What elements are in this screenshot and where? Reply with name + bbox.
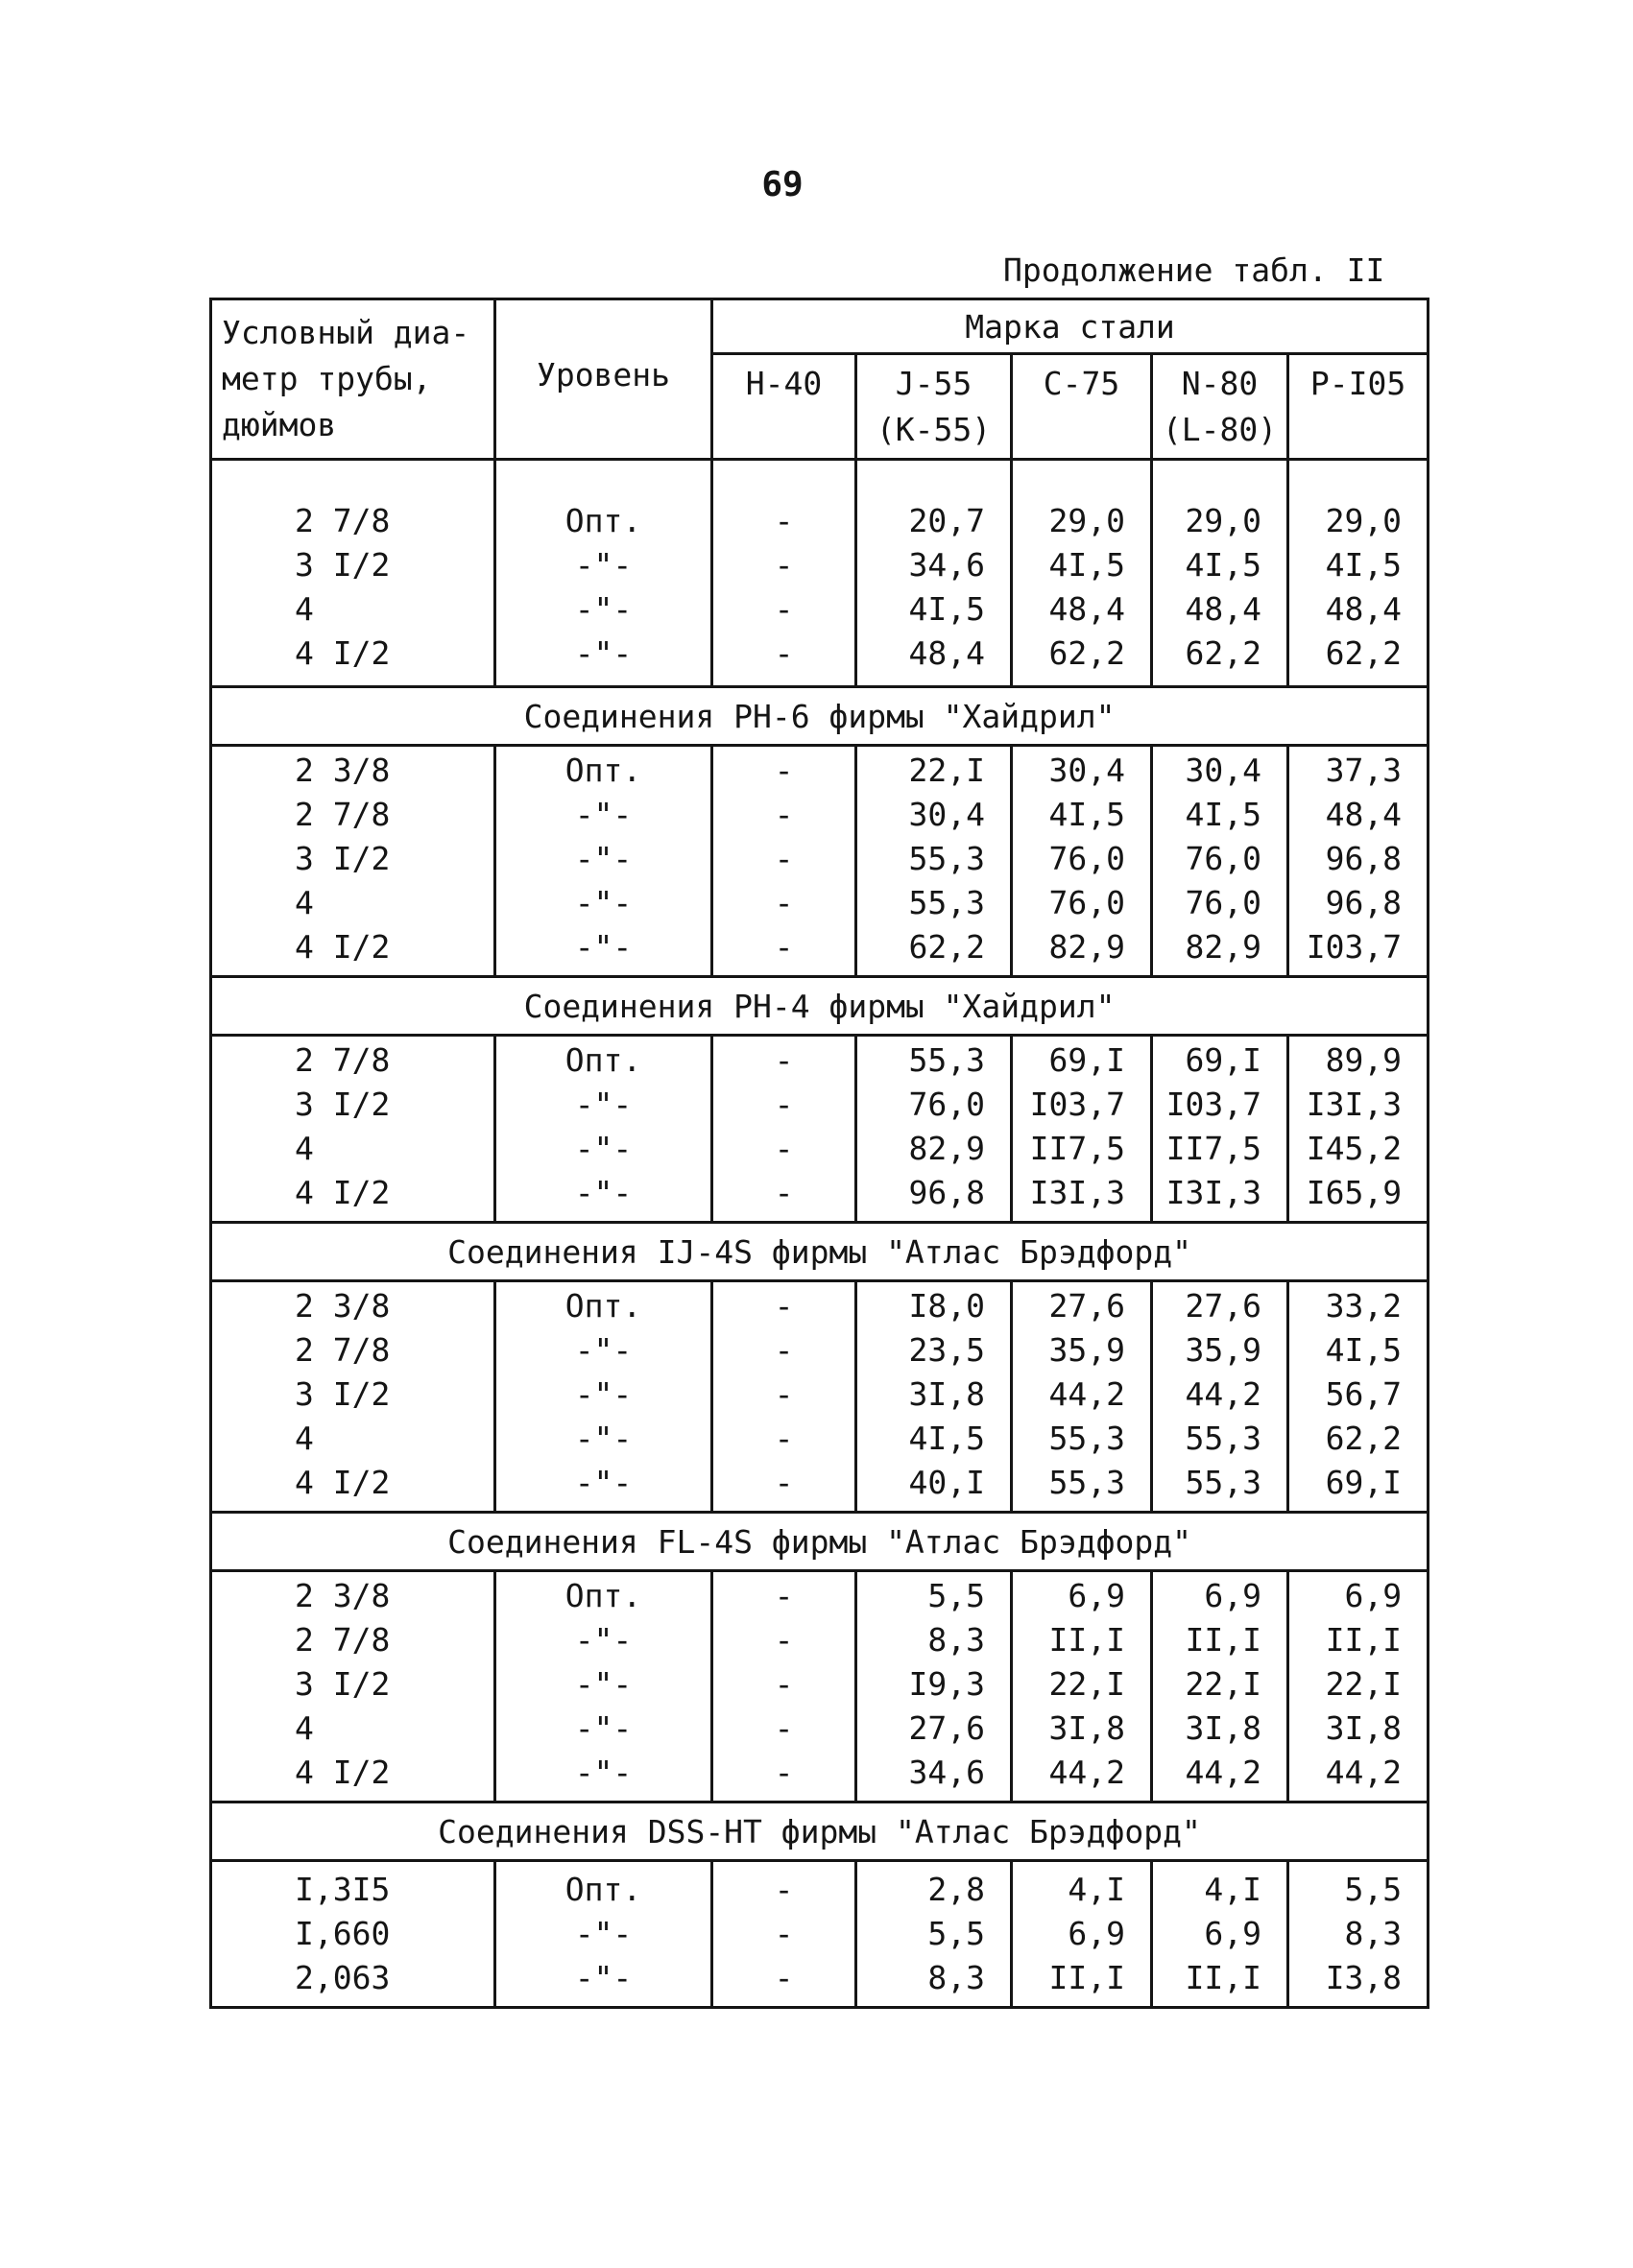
cell-value: 2 3/8 [295,752,391,789]
level-cell [495,746,712,977]
cell-value: Опт. [564,1577,642,1614]
cell-value: 3I,8 [908,1375,985,1413]
cell-value: -"- [574,634,633,672]
cell-value: 2,063 [295,1959,391,1996]
cell-value: 33,2 [1325,1287,1403,1325]
cell-value: - [774,1871,794,1908]
cell-value: - [774,1621,794,1659]
cell-value: 2 7/8 [295,1041,391,1079]
cell-value: -"- [574,884,633,921]
cell-value: 3I,8 [1048,1709,1125,1747]
cell-value: Опт. [564,502,642,539]
cell-value: -"- [574,1331,633,1369]
cell-value: 22,I [1048,1665,1125,1703]
cell-value: 4 I/2 [295,1174,391,1211]
cell-value: 82,9 [908,1130,985,1167]
cell-value: 44,2 [1185,1375,1261,1413]
cell-value: - [774,1130,794,1167]
cell-value: - [774,1086,794,1123]
n80-cell [1152,1571,1288,1802]
cell-value: 55,3 [908,840,985,877]
cell-value: 96,8 [1325,884,1403,921]
section-title: Соединения PH-4 фирмы "Хайдрил" [211,977,1429,1036]
cell-value: 44,2 [1048,1754,1125,1791]
cell-value: 48,4 [1048,590,1125,628]
cell-value: 69,I [1048,1041,1125,1079]
cell-value: 3 I/2 [295,1375,391,1413]
cell-value: 48,4 [1325,796,1403,833]
diameter-cell [211,1571,495,1802]
cell-value: - [774,752,794,789]
cell-value: 55,3 [1185,1420,1261,1457]
cell-value: - [774,1287,794,1325]
cell-value: 27,6 [1048,1287,1125,1325]
cell-value: 96,8 [1325,840,1403,877]
cell-value: I3I,3 [1165,1174,1261,1211]
cell-value: - [774,590,794,628]
cell-value: 22,I [908,752,985,789]
cell-value: 4 [295,590,314,628]
header-col-line: J-55 [895,365,973,403]
cell-value: I3,8 [1325,1959,1403,1996]
cell-value: 2 7/8 [295,502,391,539]
j55-cell [856,1861,1012,2008]
section-title-row [211,687,1429,746]
c75-cell [1012,1281,1152,1513]
cell-value: I3I,3 [1306,1086,1403,1123]
c75-cell [1012,1861,1152,2008]
cell-value: - [774,928,794,966]
table-row-block [211,1036,1429,1223]
h40-cell [712,1281,856,1513]
c75-cell [1012,1036,1152,1223]
cell-value: -"- [574,1086,633,1123]
cell-value: - [774,1464,794,1501]
cell-value: 2,8 [927,1871,985,1908]
j55-cell [856,746,1012,977]
cell-value: Опт. [564,1041,642,1079]
cell-value: 55,3 [908,884,985,921]
cell-value: II7,5 [1165,1130,1261,1167]
cell-value: 4I,5 [908,590,985,628]
cell-value: 2 7/8 [295,1331,391,1369]
table-caption: Продолжение табл. II [1003,251,1385,289]
cell-value: 55,3 [1048,1420,1125,1457]
cell-value: 6,9 [1068,1577,1125,1614]
cell-value: 6,9 [1068,1915,1125,1952]
cell-value: 6,9 [1204,1915,1261,1952]
cell-value: 8,3 [927,1959,985,1996]
cell-value: 76,0 [908,1086,985,1123]
cell-value: 62,2 [1048,634,1125,672]
cell-value: I65,9 [1306,1174,1403,1211]
table-row-block [211,1571,1429,1802]
level-cell [495,1281,712,1513]
header-col-line: Н-40 [745,365,823,403]
header-steel-grade: Марка стали [712,299,1429,354]
section-title: Соединения IJ-4S фирмы "Атлас Брэдфорд" [211,1223,1429,1281]
cell-value: - [774,884,794,921]
cell-value: 48,4 [908,634,985,672]
cell-value: 40,I [908,1464,985,1501]
cell-value: 96,8 [908,1174,985,1211]
p105-cell [1288,1861,1429,2008]
cell-value: - [774,1331,794,1369]
cell-value: 8,3 [927,1621,985,1659]
cell-value: - [774,1174,794,1211]
cell-value: II,I [1048,1621,1125,1659]
cell-value: 30,4 [1185,752,1261,789]
cell-value: 2 3/8 [295,1287,391,1325]
cell-value: 62,2 [1325,1420,1403,1457]
table-row-block [211,460,1429,687]
cell-value: 29,0 [1048,502,1125,539]
header-diameter-line: метр трубы, [222,360,432,397]
cell-value: I03,7 [1306,928,1403,966]
cell-value: 55,3 [908,1041,985,1079]
cell-value: 62,2 [1325,634,1403,672]
diameter-cell [211,1861,495,2008]
cell-value: 8,3 [1344,1915,1403,1952]
cell-value: 4,I [1204,1871,1261,1908]
cell-value: 4I,5 [1048,796,1125,833]
h40-cell [712,460,856,687]
cell-value: 27,6 [1185,1287,1261,1325]
section-title-row [211,1223,1429,1281]
cell-value: I8,0 [908,1287,985,1325]
cell-value: 4 I/2 [295,634,391,672]
cell-value: 4 [295,1130,314,1167]
cell-value: 22,I [1185,1665,1261,1703]
cell-value: - [774,546,794,584]
p105-cell [1288,1036,1429,1223]
cell-value: - [774,1959,794,1996]
cell-value: 4,I [1068,1871,1125,1908]
cell-value: -"- [574,1915,633,1952]
cell-value: 4I,5 [908,1420,985,1457]
cell-value: - [774,1041,794,1079]
header-col-line: Р-I05 [1309,365,1406,403]
steel-grade-table [209,298,1429,2009]
cell-value: 3 I/2 [295,840,391,877]
cell-value: Опт. [564,752,642,789]
cell-value: 2 7/8 [295,796,391,833]
cell-value: I,3I5 [295,1871,391,1908]
cell-value: - [774,1709,794,1747]
cell-value: 4 [295,1709,314,1747]
cell-value: 69,I [1325,1464,1403,1501]
cell-value: 76,0 [1048,840,1125,877]
diameter-cell [211,1036,495,1223]
cell-value: 3I,8 [1325,1709,1403,1747]
j55-cell [856,1571,1012,1802]
cell-value: 4 I/2 [295,1754,391,1791]
cell-value: - [774,796,794,833]
header-diameter [211,299,495,460]
level-cell [495,1571,712,1802]
section-title-row [211,1802,1429,1861]
cell-value: -"- [574,1754,633,1791]
section-title-row [211,1513,1429,1571]
cell-value: 27,6 [908,1709,985,1747]
cell-value: - [774,840,794,877]
cell-value: 82,9 [1185,928,1261,966]
table-body [211,460,1429,2008]
header-col-line: С-75 [1043,365,1120,403]
cell-value: 4I,5 [1325,1331,1403,1369]
cell-value: 89,9 [1325,1041,1403,1079]
cell-value: 34,6 [908,546,985,584]
cell-value: 76,0 [1048,884,1125,921]
header-col-line: N-80 [1181,365,1259,403]
cell-value: -"- [574,1130,633,1167]
section-title: Соединения PH-6 фирмы "Хайдрил" [211,687,1429,746]
h40-cell [712,1861,856,2008]
cell-value: II,I [1185,1621,1261,1659]
cell-value: I9,3 [908,1665,985,1703]
cell-value: -"- [574,546,633,584]
cell-value: II,I [1325,1621,1403,1659]
cell-value: - [774,1665,794,1703]
section-title: Соединения FL-4S фирмы "Атлас Брэдфорд" [211,1513,1429,1571]
diameter-cell [211,746,495,977]
n80-cell [1152,1861,1288,2008]
level-cell [495,1861,712,2008]
cell-value: 37,3 [1325,752,1403,789]
cell-value: 5,5 [927,1915,985,1952]
cell-value: - [774,1915,794,1952]
n80-cell [1152,460,1288,687]
cell-value: 3 I/2 [295,1665,391,1703]
level-cell [495,1036,712,1223]
cell-value: 3 I/2 [295,1086,391,1123]
cell-value: 34,6 [908,1754,985,1791]
cell-value: 76,0 [1185,840,1261,877]
cell-value: II,I [1185,1959,1261,1996]
cell-value: 29,0 [1325,502,1403,539]
cell-value: 48,4 [1325,590,1403,628]
header-diameter-line: дюймов [222,406,337,443]
h40-cell [712,746,856,977]
j55-cell [856,1036,1012,1223]
header-col-j55 [856,354,1012,460]
cell-value: 4I,5 [1185,546,1261,584]
cell-value: 6,9 [1204,1577,1261,1614]
n80-cell [1152,1281,1288,1513]
header-col-h40 [712,354,856,460]
table-row-block [211,1861,1429,2008]
p105-cell [1288,1571,1429,1802]
cell-value: 2 3/8 [295,1577,391,1614]
cell-value: - [774,1754,794,1791]
cell-value: 5,5 [927,1577,985,1614]
cell-value: - [774,1375,794,1413]
header-diameter-line: Условный диа- [222,314,470,351]
cell-value: 76,0 [1185,884,1261,921]
cell-value: 35,9 [1048,1331,1125,1369]
cell-value: 55,3 [1185,1464,1261,1501]
header-col-line: (L-80) [1162,411,1278,449]
c75-cell [1012,746,1152,977]
cell-value: I03,7 [1029,1086,1125,1123]
cell-value: -"- [574,840,633,877]
h40-cell [712,1036,856,1223]
c75-cell [1012,1571,1152,1802]
j55-cell [856,460,1012,687]
section-title: Соединения DSS-HT фирмы "Атлас Брэдфорд" [211,1802,1429,1861]
cell-value: -"- [574,1621,633,1659]
cell-value: 4I,5 [1048,546,1125,584]
cell-value: 4 [295,1420,314,1457]
cell-value: II,I [1048,1959,1125,1996]
cell-value: -"- [574,1464,633,1501]
cell-value: 4I,5 [1325,546,1403,584]
cell-value: 44,2 [1325,1754,1403,1791]
cell-value: 62,2 [908,928,985,966]
p105-cell [1288,460,1429,687]
cell-value: 62,2 [1185,634,1261,672]
cell-value: 30,4 [908,796,985,833]
cell-value: -"- [574,1375,633,1413]
cell-value: 22,I [1325,1665,1403,1703]
cell-value: 3I,8 [1185,1709,1261,1747]
cell-value: 30,4 [1048,752,1125,789]
cell-value: 3 I/2 [295,546,391,584]
cell-value: -"- [574,1959,633,1996]
cell-value: 44,2 [1048,1375,1125,1413]
cell-value: 5,5 [1344,1871,1403,1908]
c75-cell [1012,460,1152,687]
cell-value: I45,2 [1306,1130,1403,1167]
cell-value: I,660 [295,1915,391,1952]
cell-value: - [774,634,794,672]
cell-value: -"- [574,1420,633,1457]
cell-value: 56,7 [1325,1375,1403,1413]
cell-value: 4 [295,884,314,921]
diameter-cell [211,1281,495,1513]
cell-value: 35,9 [1185,1331,1261,1369]
j55-cell [856,1281,1012,1513]
table-row-block [211,1281,1429,1513]
cell-value: 55,3 [1048,1464,1125,1501]
cell-value: 4I,5 [1185,796,1261,833]
cell-value: -"- [574,796,633,833]
cell-value: 48,4 [1185,590,1261,628]
header-col-c75 [1012,354,1152,460]
cell-value: I3I,3 [1029,1174,1125,1211]
h40-cell [712,1571,856,1802]
cell-value: - [774,1577,794,1614]
cell-value: - [774,1420,794,1457]
cell-value: II7,5 [1029,1130,1125,1167]
table-row-block [211,746,1429,977]
cell-value: -"- [574,1665,633,1703]
header-col-p105 [1288,354,1429,460]
cell-value: 20,7 [908,502,985,539]
header-col-line: (К-55) [876,411,992,449]
cell-value: -"- [574,928,633,966]
p105-cell [1288,1281,1429,1513]
n80-cell [1152,1036,1288,1223]
cell-value: Опт. [564,1287,642,1325]
cell-value: 82,9 [1048,928,1125,966]
header-col-n80 [1152,354,1288,460]
cell-value: 2 7/8 [295,1621,391,1659]
section-title-row [211,977,1429,1036]
cell-value: 4 I/2 [295,1464,391,1501]
cell-value: -"- [574,1174,633,1211]
cell-value: 6,9 [1344,1577,1403,1614]
cell-value: 44,2 [1185,1754,1261,1791]
level-cell [495,460,712,687]
cell-value: 29,0 [1185,502,1261,539]
diameter-cell [211,460,495,687]
cell-value: I03,7 [1165,1086,1261,1123]
header-level: Уровень [495,299,712,460]
cell-value: 4 I/2 [295,928,391,966]
cell-value: Опт. [564,1871,642,1908]
cell-value: - [774,502,794,539]
cell-value: 69,I [1185,1041,1261,1079]
cell-value: 23,5 [908,1331,985,1369]
cell-value: -"- [574,590,633,628]
cell-value: -"- [574,1709,633,1747]
page-number: 69 [761,165,804,204]
n80-cell [1152,746,1288,977]
p105-cell [1288,746,1429,977]
